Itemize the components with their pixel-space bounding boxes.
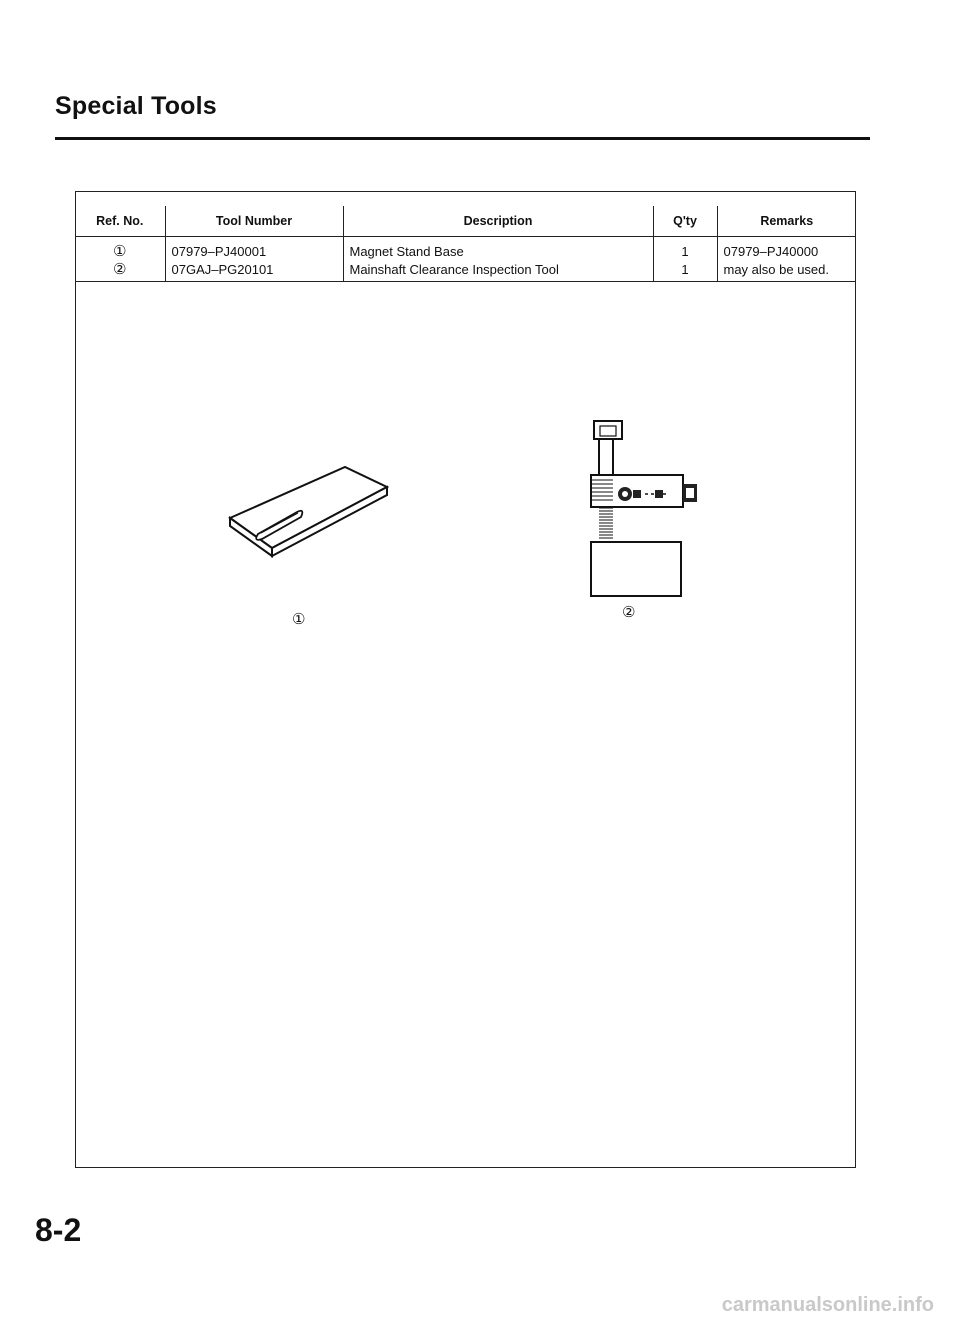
ref-number: ② bbox=[75, 261, 165, 282]
header-tool-number: Tool Number bbox=[165, 206, 343, 237]
figure-2-caption: ② bbox=[622, 604, 636, 621]
table-header-row bbox=[75, 206, 856, 237]
tool-qty: 1 bbox=[653, 237, 717, 262]
tool-description: Magnet Stand Base bbox=[343, 237, 653, 262]
mainshaft-clearance-tool-illustration bbox=[585, 418, 710, 598]
watermark: carmanualsonline.info bbox=[721, 1294, 934, 1316]
figure-1-caption: ① bbox=[292, 611, 306, 628]
header-ref-no: Ref. No. bbox=[75, 206, 165, 237]
tool-remarks: may also be used. bbox=[717, 261, 856, 282]
tool-remarks: 07979–PJ40000 bbox=[717, 237, 856, 262]
table-row bbox=[75, 261, 856, 282]
table-row bbox=[75, 237, 856, 262]
ref-number: ① bbox=[113, 243, 127, 260]
tool-number: 07979–PJ40001 bbox=[165, 237, 343, 262]
header-description: Description bbox=[343, 206, 653, 237]
tool-number: 07GAJ–PG20101 bbox=[165, 261, 343, 282]
tool-description: Mainshaft Clearance Inspection Tool bbox=[343, 261, 653, 282]
page-title: Special Tools bbox=[55, 92, 217, 120]
header-remarks: Remarks bbox=[717, 206, 856, 237]
content-frame bbox=[75, 191, 856, 1168]
title-divider bbox=[55, 137, 870, 140]
special-tools-table bbox=[75, 206, 856, 282]
tool-qty: 1 bbox=[653, 261, 717, 282]
page-number: 8-2 bbox=[35, 1212, 82, 1248]
magnet-stand-base-illustration bbox=[225, 460, 395, 570]
header-qty: Q'ty bbox=[653, 206, 717, 237]
